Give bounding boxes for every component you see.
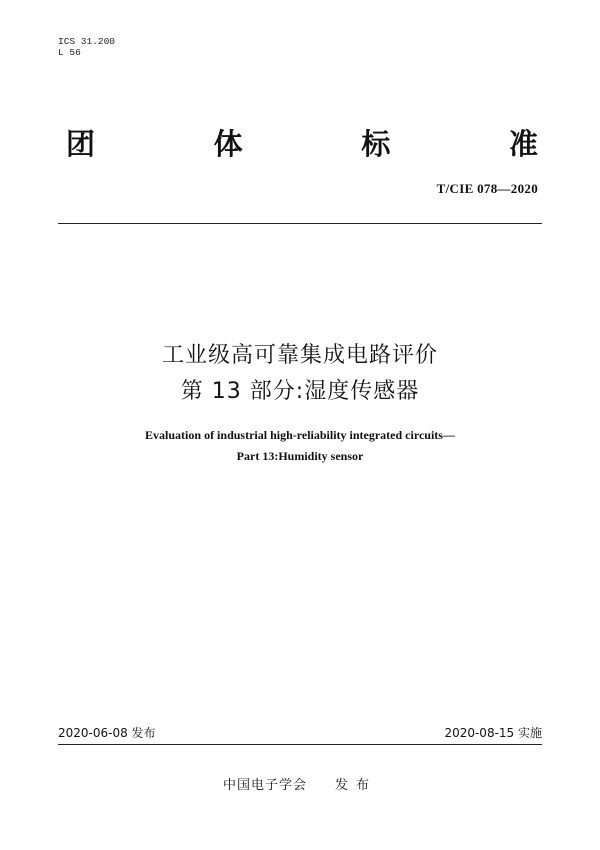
ics-code: ICS 31.200 [58, 36, 116, 47]
doc-type-char-3: 标 [361, 126, 391, 161]
implementation-date: 2020-08-15 实施 [444, 726, 542, 740]
publisher-action: 发布 [335, 778, 378, 793]
chinese-title-line-2: 第 13 部分:湿度传感器 [180, 379, 420, 404]
standard-number: T/CIE 078—2020 [436, 181, 538, 196]
publisher-organization: 中国电子学会 [222, 778, 307, 793]
english-title-line-1: Evaluation of industrial high-reliability integrated circuits— [145, 428, 455, 442]
doc-type-char-2: 体 [213, 126, 243, 161]
publisher-line [0, 774, 600, 793]
english-title-line-2: Part 13:Humidity sensor [236, 449, 364, 463]
top-divider [58, 223, 542, 224]
classification-codes [58, 36, 115, 58]
doc-type-char-4: 准 [508, 126, 538, 161]
ccs-code: L 56 [58, 47, 81, 58]
chinese-title-line-1: 工业级高可靠集成电路评价 [161, 343, 438, 368]
doc-type-char-1: 团 [66, 126, 96, 161]
bottom-divider [58, 744, 542, 745]
issue-date: 2020-06-08 发布 [58, 726, 156, 740]
document-type-heading [66, 122, 538, 162]
